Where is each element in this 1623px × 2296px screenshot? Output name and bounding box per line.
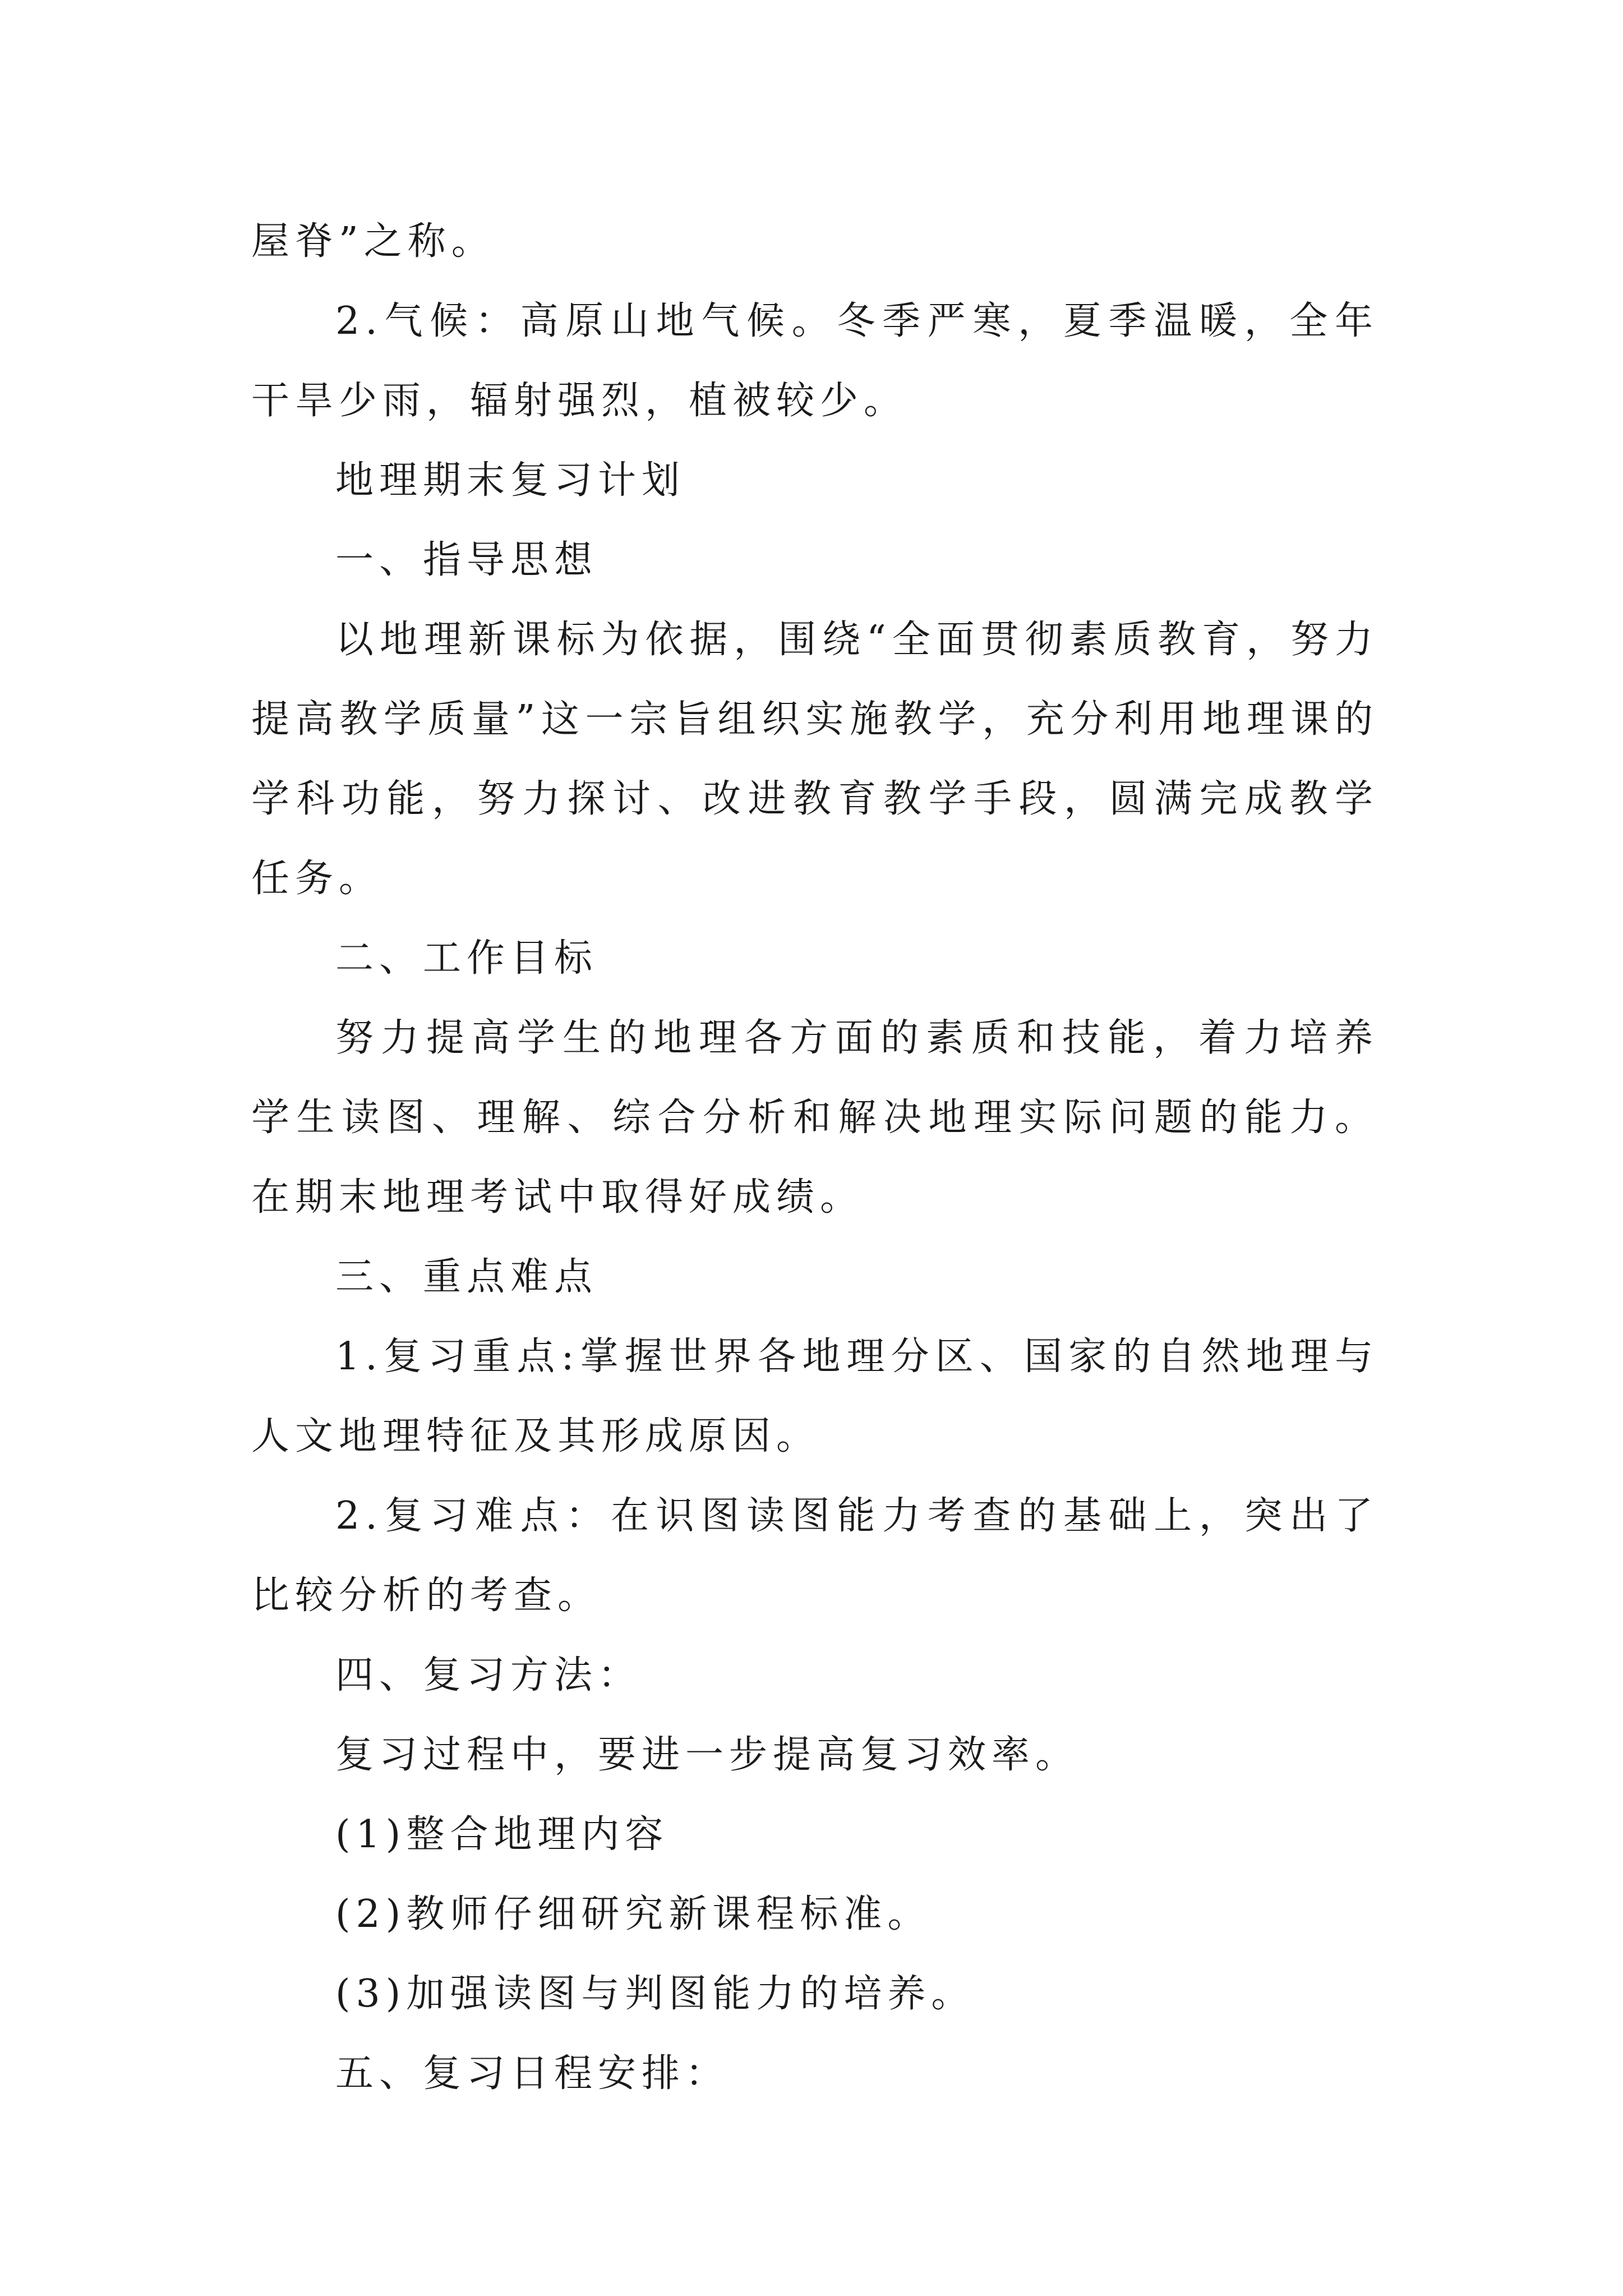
- section-heading-guiding-ideology: 一、指导思想: [335, 538, 598, 582]
- paragraph-climate: 2.气候：高原山地气候。冬季严寒，夏季温暖，全年干旱少雨，辐射强烈，植被较少。: [251, 299, 1378, 423]
- section-heading-work-goals: 二、工作目标: [335, 936, 598, 981]
- paragraph-guiding-ideology: 以地理新课标为依据，围绕“全面贯彻素质教育，努力提高教学质量”这一宗旨组织实施教学，充分利用地理课的学科功能，努力探讨、改进教育教学手段，圆满完成教学任务。: [251, 618, 1378, 901]
- paragraph-review-difficulty: 2.复习难点：在识图读图能力考查的基础上，突出了比较分析的考查。: [251, 1494, 1378, 1618]
- list-item-method-2: (2)教师仔细研究新课程标准。: [335, 1892, 932, 1936]
- section-heading-schedule: 五、复习日程安排：: [335, 2051, 730, 2096]
- paragraph-work-goals: 努力提高学生的地理各方面的素质和技能，着力培养学生读图、理解、综合分析和解决地理实际问题的能力。在期末地理考试中取得好成绩。: [251, 1016, 1378, 1220]
- document-title: 地理期末复习计划: [335, 458, 686, 503]
- list-item-method-3: (3)加强读图与判图能力的培养。: [335, 1972, 975, 2016]
- section-heading-review-methods: 四、复习方法：: [335, 1653, 642, 1697]
- paragraph-review-focus: 1.复习重点:掌握世界各地理分区、国家的自然地理与人文地理特征及其形成原因。: [251, 1335, 1378, 1458]
- section-heading-key-points: 三、重点难点: [335, 1255, 598, 1299]
- paragraph-review-methods-intro: 复习过程中，要进一步提高复习效率。: [335, 1733, 1080, 1777]
- paragraph-continuation: 屋脊”之称。: [251, 219, 495, 264]
- document-body: [251, 202, 1378, 2114]
- list-item-method-1: (1)整合地理内容: [335, 1812, 669, 1857]
